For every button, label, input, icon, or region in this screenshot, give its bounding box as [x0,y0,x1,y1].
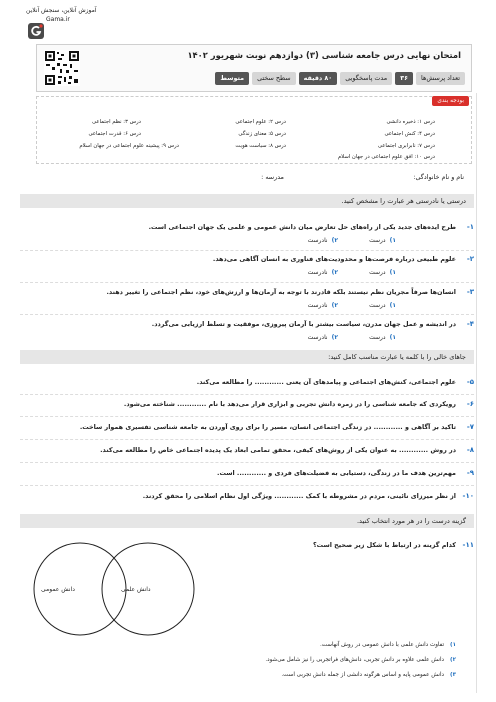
question-text: طرح ایده‌های جدید یکی از راه‌های حل تعارض میان دانش عمومی و علمی یک جهان اجتماعی است. [148,223,456,231]
question-count-label: تعداد پرسش‌ها [416,72,465,85]
topic-item: درس ۱۰: افق علوم اجتماعی در جهان اسلام [337,154,435,160]
question-number: ۵- [466,378,474,386]
exam-header [36,44,472,92]
question-number: ۶- [466,400,474,408]
exam-info-row [215,72,465,85]
question-text: از نظر میرزای نائینی، مردم در مشروطه با کمک ............ ویژگی اول نظام اسلامی را محقق کردند. [142,492,456,500]
question-text: در اندیشه و عمل جهان مدرن، سیاست بیشتر با آرمان پیروزی، موفقیت و تسلط ارزیابی می‌گردد. [151,320,456,328]
margin-rule [476,93,477,693]
question-divider [20,314,474,315]
option-label: نادرست [307,237,328,244]
option-true[interactable] [369,302,396,309]
question-text: در روش ............ به عنوان یکی از روش‌های کیفی، محقق تمامی ابعاد یک پدیده اجتماعی خاص را مطالعه می‌کند. [100,446,456,454]
student-info-row [36,171,464,185]
question-text: رویکردی که جامعه شناسی را در زمره دانش تجربی و ابزاری قرار می‌دهد با نام ............ شناخته می‌شود. [123,400,456,408]
section-multiple-choice [20,514,474,528]
option-number: ۲) [331,302,338,309]
duration-label: مدت پاسخگویی [340,72,392,85]
gama-logo-icon [28,23,44,39]
option-true[interactable] [369,237,396,244]
venn-label-scientific: دانش علمی [121,586,151,593]
option-label: نادرست [307,334,328,341]
question-number: ۱۰- [462,492,474,500]
exam-title: امتحان نهایی درس جامعه شناسی (۳) دوازدهم نوبت شهریور ۱۴۰۲ [187,50,461,60]
question-divider [20,282,474,283]
name-label: نام و نام خانوادگی: [413,173,464,181]
option-label: نادرست [307,302,328,309]
question-divider [20,250,474,251]
question-number: ۳- [466,288,474,296]
topic-item: درس ۶: قدرت اجتماعی [88,131,141,137]
option-label: درست [369,237,386,244]
option-text: تفاوت دانش علمی با دانش عمومی در روش آنهاست. [320,642,445,648]
option-number: ۱) [389,269,396,276]
option-true[interactable] [369,269,396,276]
question-text: تاکید بر آگاهی و ............ در زندگی اجتماعی انسان، مسیر را برای روی آوردن به جامعه شناسی تفسیری هموار ساخت. [79,423,456,431]
question-divider [20,439,474,440]
option-number: ۲) [450,657,456,663]
option-true[interactable] [369,334,396,341]
difficulty-label: سطح سختی [252,72,296,85]
option-number: ۱) [450,642,456,648]
difficulty-value: متوسط [215,72,249,85]
section-fill-blank [20,350,474,364]
section-title: درستی یا نادرستی هر عبارت را مشخص کنید. [341,197,466,205]
option-number: ۱) [389,302,396,309]
question-number: ۱- [466,223,474,231]
section-title: جاهای خالی را با کلمه یا عبارت مناسب کامل کنید: [328,353,466,361]
qr-code-icon[interactable] [44,50,80,86]
question-number: ۱۱- [462,541,474,549]
topic-item: درس ۵: معنای زندگی [238,131,286,137]
question-text: علوم اجتماعی، کنش‌های اجتماعی و پیامدهای آن یعنی ............ را مطالعه می‌کند. [196,378,456,386]
mc-option[interactable] [281,672,456,678]
question-divider [20,394,474,395]
brand-tagline: آموزش آنلاین، سنجش آنلاین [26,7,97,14]
topic-item: درس ۸: سیاست هویت [235,143,286,149]
topic-item: درس ۹: پیشینه علوم اجتماعی در جهان اسلام [79,143,179,149]
venn-label-general: دانش عمومی [41,586,75,593]
option-label: درست [369,334,386,341]
option-number: ۲) [331,269,338,276]
option-false[interactable] [308,237,338,244]
question-divider [20,485,474,486]
question-divider [20,462,474,463]
mc-option[interactable] [320,642,456,648]
topics-box [36,96,472,164]
option-number: ۳) [450,672,456,678]
question-number: ۹- [466,469,474,477]
topic-item: درس ۲: علوم اجتماعی [235,119,286,125]
question-count-value: ۳۶ [395,72,413,85]
question-number: ۸- [466,446,474,454]
option-number: ۲) [331,334,338,341]
option-number: ۲) [331,237,338,244]
section-true-false [20,194,474,208]
option-number: ۱) [389,237,396,244]
question-divider [20,416,474,417]
school-label: مدرسه : [261,173,284,181]
brand-site: Gama.ir [46,16,70,23]
option-text: دانش علمی علاوه بر دانش تجربی، دانش‌های فراتجربی را نیز شامل می‌شود. [265,657,445,663]
brand [26,6,97,24]
mc-option[interactable] [265,657,456,663]
duration-value: ۸۰ دقیقه [299,72,338,85]
question-text: مهم‌ترین هدف ما در زندگی، دستیابی به فضیلت‌های فردی و ............ است. [217,469,456,477]
topics-tag: بودجه بندی [432,96,469,106]
option-false[interactable] [308,334,338,341]
topic-item: درس ۱: ذخیره دانشی [386,119,435,125]
option-label: درست [369,269,386,276]
topic-item: درس ۴: کنش اجتماعی [384,131,435,137]
option-label: درست [369,302,386,309]
topic-item: درس ۳: نظم اجتماعی [91,119,141,125]
question-number: ۴- [466,320,474,328]
question-text: علوم طبیعی درباره فرصت‌ها و محدودیت‌های فناوری به انسان آگاهی می‌دهد. [212,255,456,263]
section-title: گزینه درست را در هر مورد انتخاب کنید. [356,517,466,525]
option-false[interactable] [308,302,338,309]
question-text: کدام گزینه در ارتباط با شکل زیر صحیح است؟ [312,541,456,549]
option-false[interactable] [308,269,338,276]
option-text: دانش عمومی پایه و اساس هرگونه دانشی از جمله دانش تجربی است. [281,672,445,678]
option-number: ۱) [389,334,396,341]
question-number: ۲- [466,255,474,263]
option-label: نادرست [307,269,328,276]
question-number: ۷- [466,423,474,431]
question-text: انسان‌ها صرفاً مجریان نظم نیستند بلکه قادرند با توجه به آرمان‌ها و ارزش‌های خود، نظم اجتماعی را تغییر دهند. [106,288,456,296]
topic-item: درس ۷: نابرابری اجتماعی [377,143,435,149]
